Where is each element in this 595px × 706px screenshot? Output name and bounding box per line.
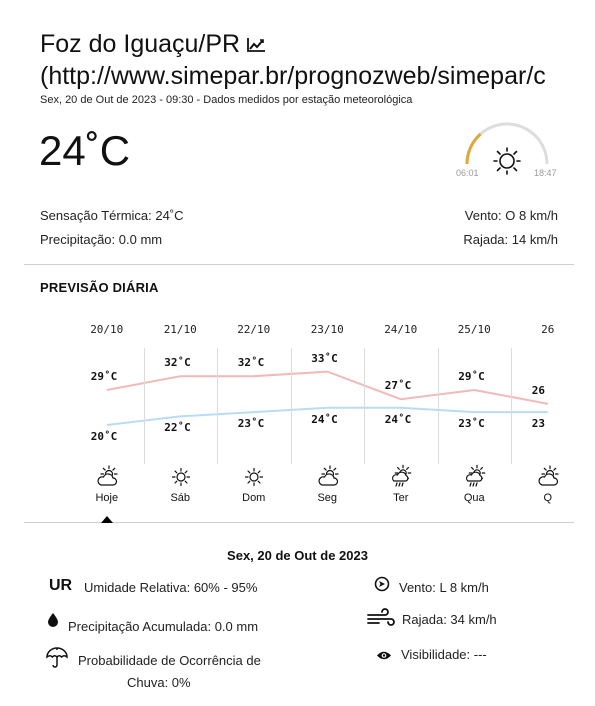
- umbrella-icon: [45, 647, 69, 674]
- observation-timestamp: Sex, 20 de Out de 2023 - 09:30 - Dados medidos por estação meteorológica: [40, 94, 413, 106]
- sun-rain-icon: [464, 466, 486, 488]
- forecast-day-24/10[interactable]: [364, 318, 438, 514]
- forecast-max-temp: 29˚C: [458, 370, 485, 383]
- source-link[interactable]: (http://www.simepar.br/prognozweb/simepar/c: [40, 62, 546, 90]
- drop-icon: [47, 612, 59, 632]
- forecast-max-temp: 26: [531, 383, 545, 397]
- current-precipitation: Precipitação: 0.0 mm: [40, 232, 163, 247]
- forecast-min-temp: 23˚C: [237, 417, 265, 431]
- forecast-day-20/10[interactable]: [70, 318, 144, 514]
- forecast-wind: Vento: L 8 km/h: [399, 580, 489, 595]
- forecast-date: 24/10: [384, 323, 418, 336]
- selected-day-indicator: [101, 516, 113, 523]
- humidity-abbrev: UR: [49, 577, 73, 594]
- rain-probability-line2: Chuva: 0%: [127, 675, 191, 690]
- column-divider: [438, 348, 439, 464]
- sunrise-time: 06:01: [456, 168, 479, 178]
- forecast-day-21/10[interactable]: [144, 318, 218, 514]
- sun-icon: [494, 148, 520, 174]
- wind-direction-icon: [374, 576, 390, 597]
- forecast-max-temp: 32˚C: [237, 356, 265, 370]
- rain-probability-line1: Probabilidade de Ocorrência de: [78, 653, 261, 668]
- selected-day-date: Sex, 20 de Out de 2023: [227, 548, 368, 563]
- sun-icon: [170, 466, 192, 488]
- forecast-min-temp: 23˚C: [458, 417, 485, 431]
- column-divider: [217, 348, 218, 464]
- forecast-min-temp: 24˚C: [384, 412, 412, 426]
- forecast-date: 26: [541, 323, 555, 336]
- forecast-date: 22/10: [237, 323, 271, 336]
- forecast-day-label: Sáb: [170, 492, 191, 504]
- partly-cloudy-icon: [96, 466, 118, 488]
- eye-icon: [376, 648, 392, 666]
- partly-cloudy-icon: [537, 466, 559, 488]
- forecast-day-26[interactable]: [511, 318, 585, 514]
- forecast-day-label: Ter: [393, 492, 409, 504]
- forecast-min-temp: 20˚C: [90, 430, 118, 443]
- current-wind: Vento: O 8 km/h: [464, 208, 558, 223]
- forecast-date: 20/10: [90, 323, 124, 336]
- forecast-gust: Rajada: 34 km/h: [402, 612, 497, 627]
- accumulated-precipitation: Precipitação Acumulada: 0.0 mm: [68, 619, 259, 634]
- forecast-min-temp: 24˚C: [311, 412, 338, 426]
- forecast-day-25/10[interactable]: [438, 318, 512, 514]
- forecast-day-22/10[interactable]: [217, 318, 291, 514]
- forecast-day-label: Q: [543, 492, 553, 504]
- feels-like: Sensação Térmica: 24˚C: [40, 208, 184, 223]
- location-name: Foz do Iguaçu/PR: [40, 30, 241, 58]
- divider: [24, 264, 574, 265]
- forecast-date: 23/10: [310, 323, 344, 336]
- column-divider: [511, 348, 512, 464]
- forecast-day-label: Dom: [242, 492, 266, 504]
- current-temperature: 24˚C: [39, 127, 131, 174]
- forecast-day-label: Qua: [463, 492, 485, 504]
- forecast-date: 21/10: [163, 323, 197, 336]
- column-divider: [291, 348, 292, 464]
- forecast-max-temp: 29˚C: [90, 370, 118, 383]
- column-divider: [144, 348, 145, 464]
- forecast-min-temp: 22˚C: [164, 421, 191, 435]
- forecast-day-label: Seg: [317, 492, 338, 504]
- forecast-day-label: Hoje: [95, 492, 119, 504]
- daily-forecast-title: PREVISÃO DIÁRIA: [40, 280, 159, 295]
- sun-rain-icon: [390, 466, 412, 488]
- forecast-min-temp: 23: [531, 417, 545, 431]
- chart-trend-icon[interactable]: [246, 29, 266, 61]
- visibility: Visibilidade: ---: [401, 647, 487, 662]
- partly-cloudy-icon: [317, 466, 339, 488]
- forecast-max-temp: 33˚C: [311, 351, 338, 365]
- current-gust: Rajada: 14 km/h: [463, 232, 558, 247]
- column-divider: [364, 348, 365, 464]
- sun-icon: [243, 466, 265, 488]
- daily-forecast-strip[interactable]: [70, 318, 555, 514]
- forecast-day-23/10[interactable]: [291, 318, 365, 514]
- sunset-time: 18:47: [534, 168, 557, 178]
- wind-gust-icon: [367, 610, 395, 633]
- forecast-date: 25/10: [457, 323, 491, 336]
- humidity-range: Umidade Relativa: 60% - 95%: [84, 580, 258, 595]
- forecast-max-temp: 27˚C: [384, 379, 412, 393]
- location-title: [40, 28, 266, 61]
- forecast-max-temp: 32˚C: [164, 356, 191, 370]
